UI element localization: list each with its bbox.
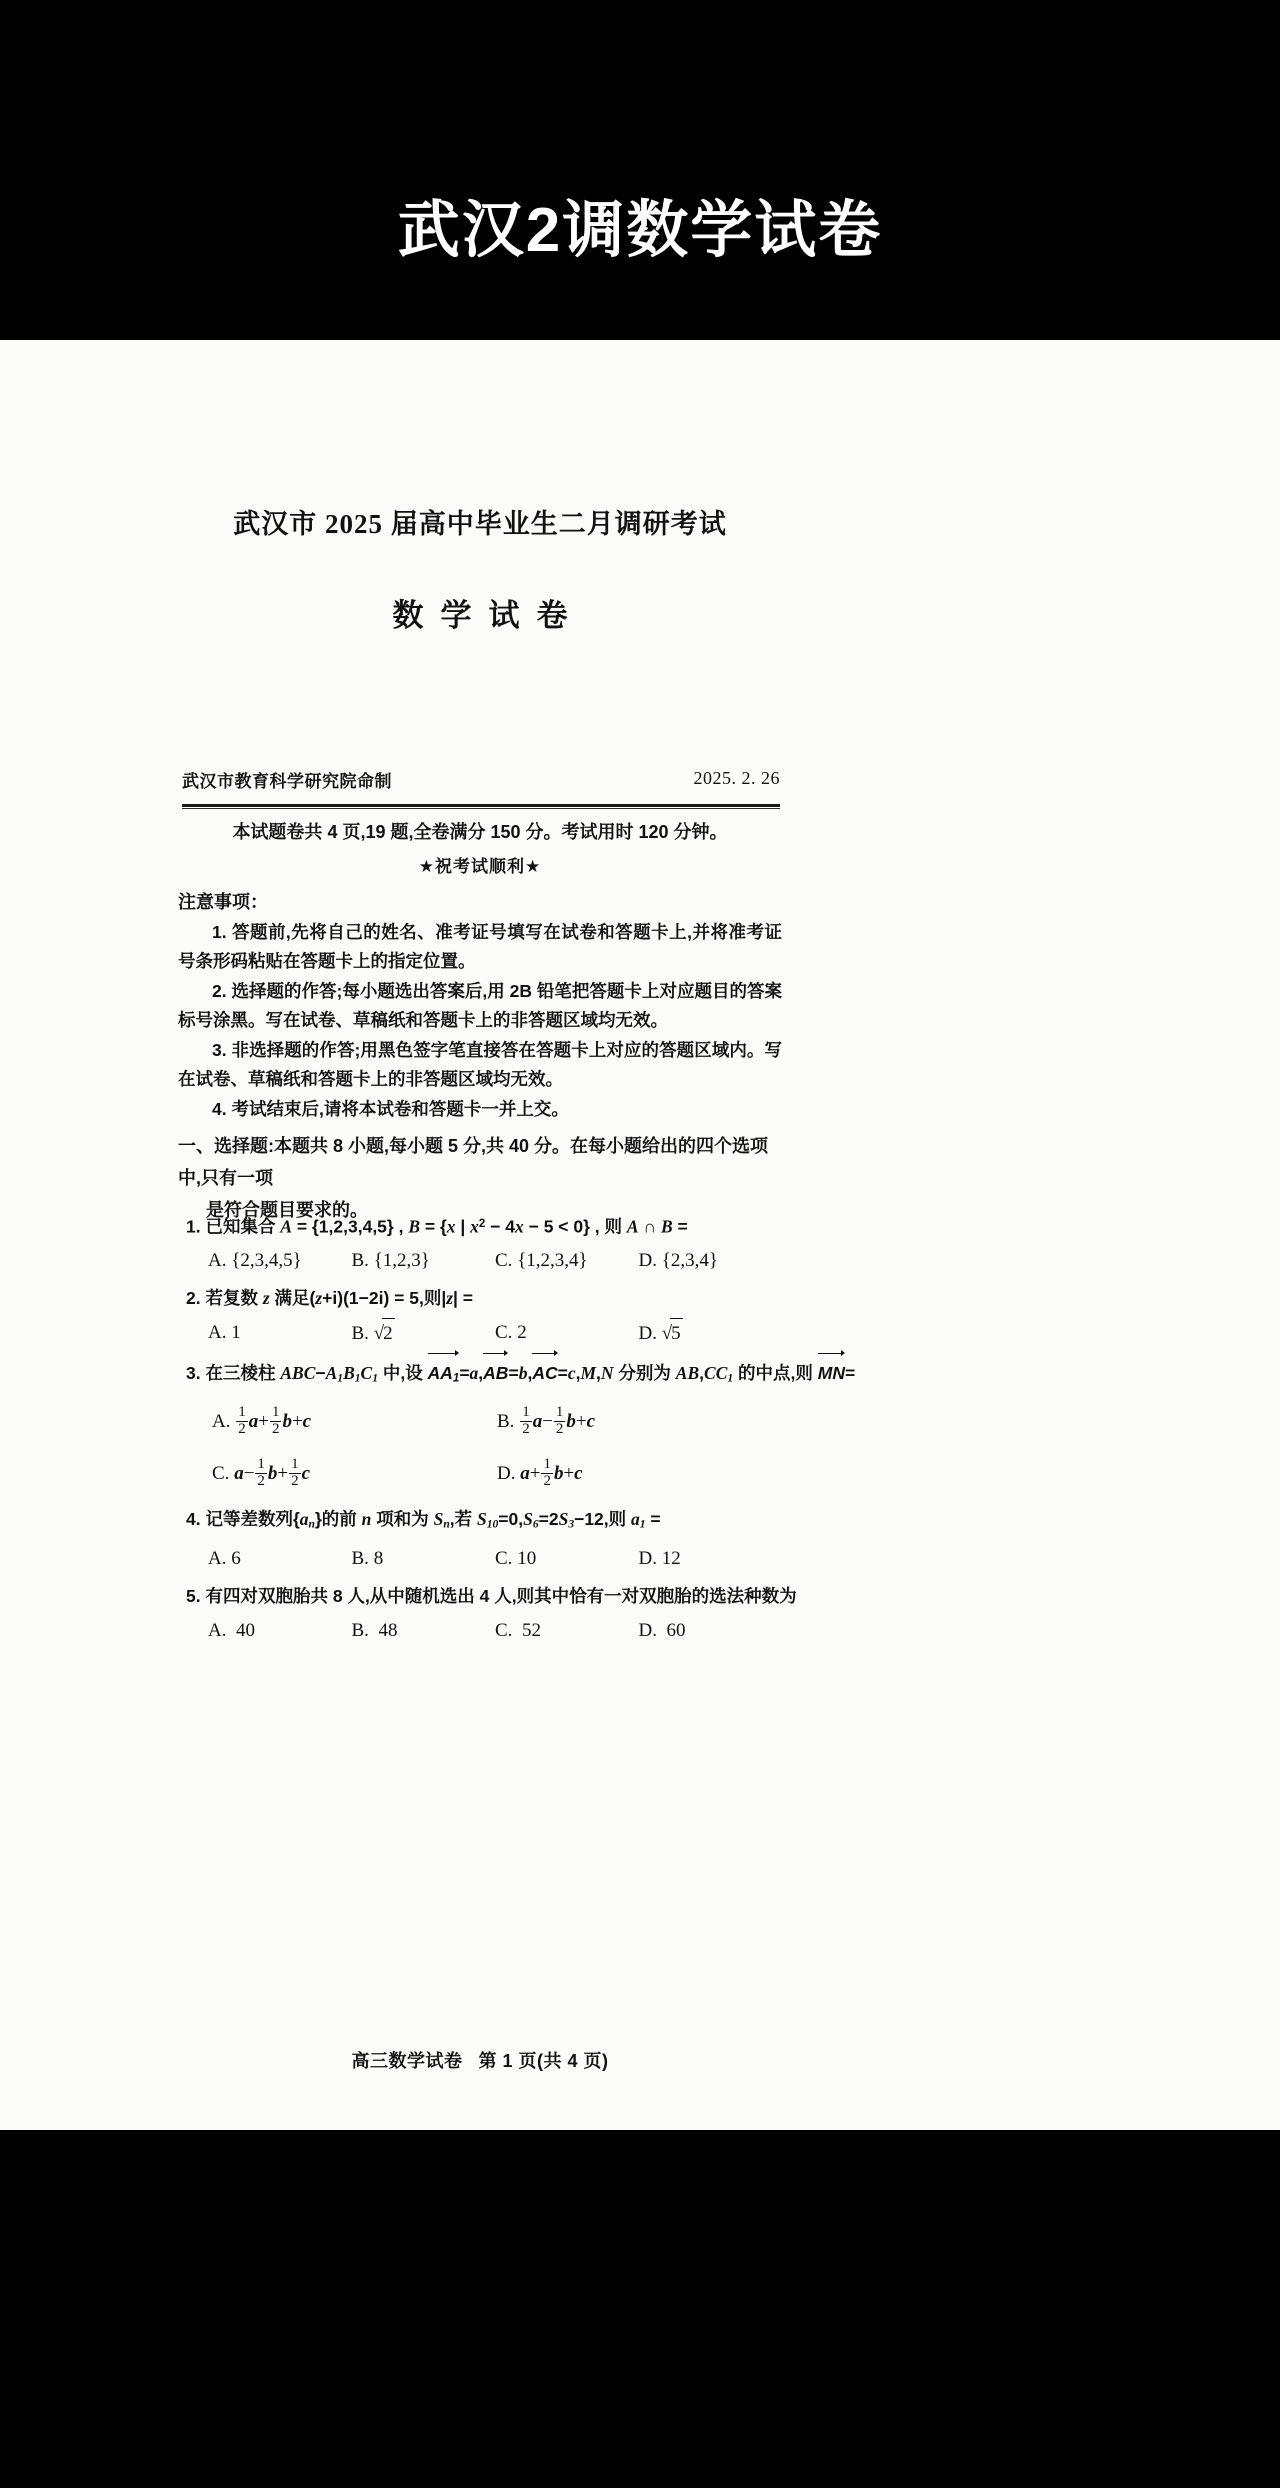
good-luck-line: ★祝考试顺利★ [418,857,542,876]
byline-row [170,767,790,795]
subject-title: 数学试卷 [392,598,585,633]
option-c[interactable]: C. 2 [495,1322,527,1344]
question-4 [178,1503,782,1575]
option-c[interactable]: C. 10 [495,1548,537,1570]
note-item: 1. 答题前,先将自己的姓名、准考证号填写在试卷和答题卡上,并将准考证号条形码粘贴在答题卡上的指定位置。 [178,922,782,971]
question-5-stem [178,1580,797,1612]
exam-paper-scan [0,340,1280,2130]
q1-equals: = [672,1216,688,1237]
footer-page-number: 第 1 页(共 4 页) [478,2051,609,2071]
question-3 [178,1355,856,1497]
exam-date: 2025. 2. 26 [693,768,780,788]
question-2-stem: 2. 若复数 z 满足(z+i)(1−2i) = 5,则|z| = [186,1288,474,1309]
notes-title: 注意事项： [178,892,268,912]
question-1-options [178,1246,782,1276]
q1-mid3: | [455,1216,471,1237]
exam-title: 武汉市 2025 届高中毕业生二月调研考试 [233,509,727,539]
question-1-stem [178,1208,782,1242]
notes-list [178,918,782,1125]
question-5 [178,1580,797,1646]
option-a[interactable]: A. 1 [208,1322,241,1344]
q1-stem-prefix: 已知集合 [205,1216,281,1237]
note-item: 3. 非选择题的作答;用黑色签字笔直接答在答题卡上对应的答题区域内。写在试卷、草稿纸和答题卡上的非答题区域均无效。 [178,1040,782,1089]
paper-info-line: 本试题卷共 4 页,19 题,全卷满分 150 分。考试用时 120 分钟。 [232,822,728,842]
option-c[interactable]: C. a− $\frac{1}{2}$ b+ $\frac{1}{2}$ c [212,1456,311,1489]
q1-mid1: = {1,2,3,4,5} , [292,1216,409,1237]
banner-title: 武汉2调数学试卷 [397,196,883,265]
question-3-stem: 3. 在三棱柱 $ABC-A_1B_1C_1$ 中,设 $AA_1=a,AB=b,AC=c,M,N$ 分别为 $AB,CC_1$ 的中点,则 MN= [178,1355,782,1395]
question-3-options-row2 [178,1451,782,1497]
issuing-authority: 武汉市教育科学研究院命制 [182,772,392,791]
question-5-number: 5. [186,1586,201,1607]
section-heading-line2: 是符合题目要求的。 [206,1200,368,1220]
vector-aa1: $AA_1$ [428,1355,460,1395]
top-banner [0,0,1280,340]
note-item: 4. 考试结束后,请将本试卷和答题卡一并上交。 [212,1099,569,1119]
option-a[interactable]: A. {2,3,4,5} [208,1250,302,1272]
bottom-black-band [0,2130,1280,2488]
option-d[interactable]: D. √5 [639,1318,783,1349]
question-3-number: 3. [186,1363,201,1384]
q1-mid2: = { [420,1216,447,1237]
q1-set-a: A [280,1216,293,1237]
option-b[interactable]: B. 48 [351,1620,398,1642]
paper-content-column [170,340,856,2130]
question-5-text: 有四对双胞胎共 8 人,从中随机选出 4 人,则其中恰有一对双胞胎的选法种数为 [205,1586,797,1607]
option-d[interactable]: D. a+ $\frac{1}{2}$ b+c [497,1456,583,1489]
question-2 [178,1282,782,1349]
question-4-options [178,1544,782,1574]
footer-subject: 高三数学试卷 [351,2051,463,2071]
q1-mid5: − 5 < 0} , 则 [523,1216,627,1237]
page-footer [170,2047,790,2073]
question-1 [178,1208,782,1276]
option-c[interactable]: C. {1,2,3,4} [495,1250,588,1272]
option-b[interactable]: B. √2 [352,1318,496,1349]
question-1-number: 1. [186,1216,201,1237]
option-c[interactable]: C. 52 [495,1620,541,1642]
note-item: 2. 选择题的作答;每小题选出答案后,用 2B 铅笔把答题卡上对应题目的答案标号涂黑。写在试卷、草稿纸和答题卡上的非答题区域均无效。 [178,981,782,1030]
option-d[interactable]: D. 12 [638,1548,681,1570]
question-2-options [178,1318,782,1349]
vector-mn: MN [818,1355,845,1389]
q1-set-b: B [408,1216,420,1237]
question-5-options [178,1616,782,1646]
question-4-number: 4. [186,1508,201,1529]
option-b[interactable]: B. {1,2,3} [351,1250,430,1272]
option-d[interactable]: D. {2,3,4} [638,1250,718,1272]
question-2-number: 2. [186,1288,201,1309]
question-4-stem: 4. 记等差数列$\{a_n\}$的前 n 项和为 $S_n$,若 $S_{10}=0,S_6=2S_3-12$,则 $a_1$ = [186,1508,661,1531]
q1-exponent: 2 [478,1218,486,1230]
q1-x2: x [470,1216,479,1237]
option-a[interactable]: A. $\frac{1}{2}$ a+ $\frac{1}{2}$ b+c [212,1404,312,1437]
q1-mid4: − 4 [485,1216,515,1237]
q1-set-b2: B [660,1216,673,1237]
option-b[interactable]: B. 8 [351,1548,384,1570]
vector-ab: AB [483,1355,508,1389]
option-d[interactable]: D. 60 [638,1620,686,1642]
q1-intersect: ∩ [638,1216,661,1237]
header-divider [182,804,780,809]
q1-set-a2: A [626,1216,639,1237]
q1-x1: x [446,1216,456,1237]
section-heading-line1: 一、选择题:本题共 8 小题,每小题 5 分,共 40 分。在每小题给出的四个选项中,只有一项 [178,1136,769,1188]
option-a[interactable]: A. 6 [208,1548,241,1570]
vector-ac: AC [532,1355,557,1389]
q1-x3: x [515,1216,524,1237]
option-a[interactable]: A. 40 [208,1620,255,1642]
question-3-options-row1 [178,1399,782,1445]
option-b[interactable]: B. $\frac{1}{2}$ a− $\frac{1}{2}$ b+c [497,1404,596,1437]
question-list [178,1208,856,1652]
